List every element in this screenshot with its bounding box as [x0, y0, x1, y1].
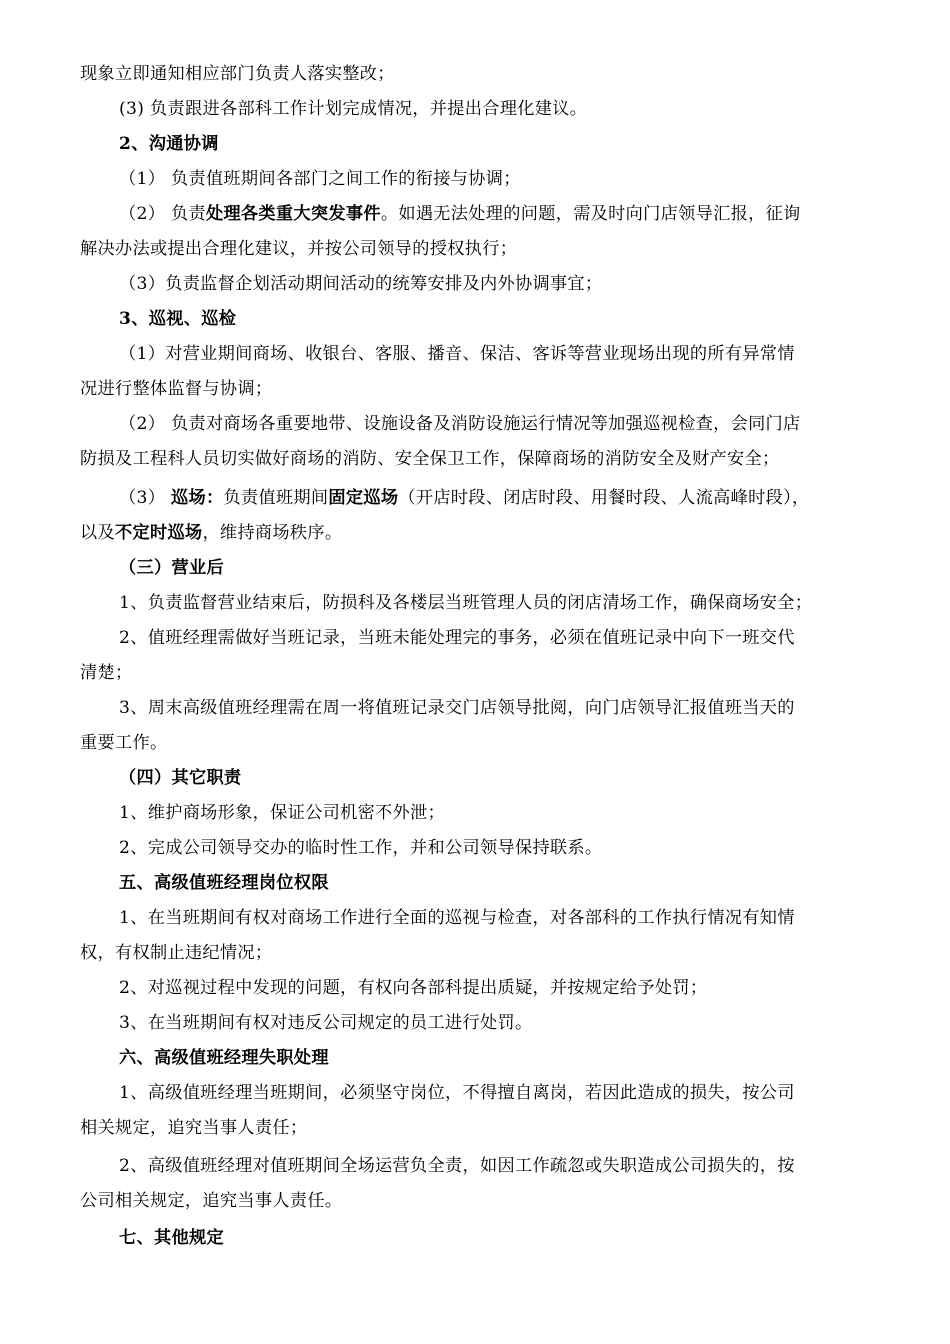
list-item: [119, 906, 919, 930]
paragraph-line: [80, 941, 880, 965]
bold-text: 不定时巡场: [114, 523, 203, 543]
text-run: 重要工作。: [80, 733, 168, 753]
bold-text: 七、其他规定: [119, 1228, 224, 1248]
text-run: 防损及工程科人员切实做好商场的消防、安全保卫工作，保障商场的消防安全及财产安全；: [80, 449, 780, 469]
section-heading: [119, 871, 919, 895]
bold-text: （四）其它职责: [119, 768, 242, 788]
paragraph-line: [80, 1189, 880, 1213]
text-run: ，维持商场秩序。: [202, 523, 343, 543]
paragraph-line: [80, 62, 880, 86]
bold-text: 五、高级值班经理岗位权限: [119, 873, 329, 893]
list-item: [119, 412, 919, 436]
list-item: [119, 591, 919, 615]
text-run: 2、值班经理需做好当班记录，当班未能处理完的事务，必须在值班记录中向下一班交代: [119, 628, 795, 648]
list-item: [119, 696, 919, 720]
text-run: 3、周末高级值班经理需在周一将值班记录交门店领导批阅，向门店领导汇报值班当天的: [119, 698, 795, 718]
bold-text: 固定巡场: [328, 488, 399, 508]
paragraph-line: [80, 377, 880, 401]
text-run: 1、在当班期间有权对商场工作进行全面的巡视与检查，对各部科的工作执行情况有知情: [119, 908, 795, 928]
text-run: （2） 负责对商场各重要地带、设施设备及消防设施运行情况等加强巡视检查，会同门店: [119, 414, 801, 434]
text-run: 3、在当班期间有权对违反公司规定的员工进行处罚。: [119, 1013, 533, 1033]
bold-text: 巡场：: [170, 488, 224, 508]
text-run: 。如遇无法处理的问题，需及时向门店领导汇报，征询: [380, 204, 801, 224]
list-item: [119, 1081, 919, 1105]
list-item: [119, 1154, 919, 1178]
list-item: [119, 167, 919, 191]
section-heading: [119, 1046, 919, 1070]
text-run: 以及: [80, 523, 115, 543]
text-run: 1、负责监督营业结束后，防损科及各楼层当班管理人员的闭店清场工作，确保商场安全；: [119, 593, 813, 613]
text-run: 权，有权制止违纪情况；: [80, 943, 273, 963]
list-item: [119, 202, 919, 226]
paragraph-line: [80, 521, 880, 545]
bold-text: 3、巡视、巡检: [119, 309, 237, 329]
section-heading: [119, 132, 919, 156]
text-run: 公司相关规定，追究当事人责任。: [80, 1191, 343, 1211]
text-run: （3）负责监督企划活动期间活动的统筹安排及内外协调事宜；: [119, 274, 603, 294]
section-heading: [119, 766, 919, 790]
text-run: 况进行整体监督与协调；: [80, 379, 273, 399]
text-run: 2、完成公司领导交办的临时性工作，并和公司领导保持联系。: [119, 838, 603, 858]
text-run: 解决办法或提出合理化建议，并按公司领导的授权执行；: [80, 239, 518, 259]
text-run: 1、维护商场形象，保证公司机密不外泄；: [119, 803, 446, 823]
list-item: [119, 342, 919, 366]
bold-text: 六、高级值班经理失职处理: [119, 1048, 329, 1068]
text-run: （3）: [119, 488, 171, 508]
section-heading: [119, 556, 919, 580]
text-run: 2、高级值班经理对值班期间全场运营负全责，如因工作疏忽或失职造成公司损失的，按: [119, 1156, 795, 1176]
bold-text: 2、沟通协调: [119, 134, 219, 154]
list-item: [119, 976, 919, 1000]
text-run: 现象立即通知相应部门负责人落实整改；: [80, 64, 395, 84]
list-item: [119, 626, 919, 650]
paragraph-line: [80, 237, 880, 261]
paragraph-line: [80, 731, 880, 755]
list-item: [119, 836, 919, 860]
text-run: （开店时段、闭店时段、用餐时段、人流高峰时段），: [398, 488, 810, 508]
list-item: [119, 97, 919, 121]
paragraph-line: [80, 661, 880, 685]
list-item: [119, 486, 919, 510]
paragraph-line: [80, 1116, 880, 1140]
text-run: 相关规定，追究当事人责任；: [80, 1118, 308, 1138]
section-heading: [119, 307, 919, 331]
text-run: 1、高级值班经理当班期间，必须坚守岗位，不得擅自离岗，若因此造成的损失，按公司: [119, 1083, 795, 1103]
text-run: (3) 负责跟进各部科工作计划完成情况，并提出合理化建议。: [119, 99, 588, 119]
section-heading: [119, 1226, 919, 1250]
text-run: 清楚；: [80, 663, 133, 683]
bold-text: （三）营业后: [119, 558, 224, 578]
list-item: [119, 272, 919, 296]
text-run: 负责值班期间: [223, 488, 329, 508]
list-item: [119, 801, 919, 825]
text-run: （2） 负责: [119, 204, 206, 224]
list-item: [119, 1011, 919, 1035]
paragraph-line: [80, 447, 880, 471]
text-run: （1）对营业期间商场、收银台、客服、播音、保洁、客诉等营业现场出现的所有异常情: [119, 344, 795, 364]
text-run: 2、对巡视过程中发现的问题，有权向各部科提出质疑，并按规定给予处罚；: [119, 978, 708, 998]
text-run: （1） 负责值班期间各部门之间工作的衔接与协调；: [119, 169, 521, 189]
bold-text: 处理各类重大突发事件: [205, 204, 381, 224]
